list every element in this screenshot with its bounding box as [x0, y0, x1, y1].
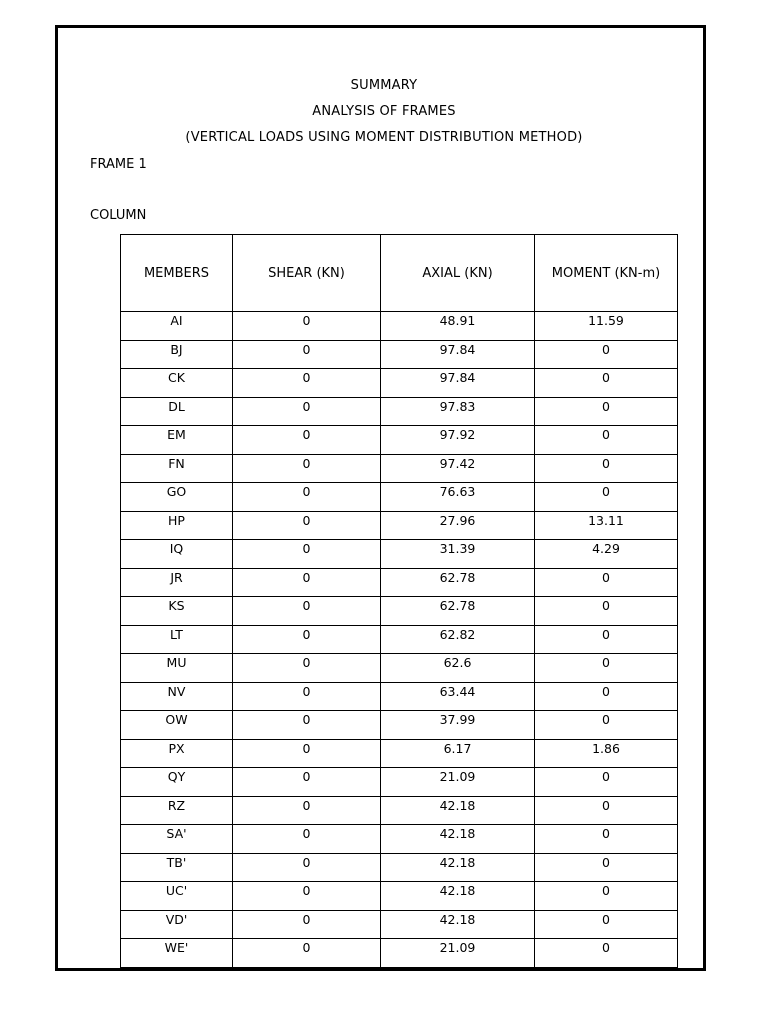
cell-shear: 0 — [233, 825, 381, 854]
cell-axial: 6.17 — [381, 739, 535, 768]
cell-member: UC' — [121, 882, 233, 911]
cell-member: WE' — [121, 939, 233, 968]
cell-axial: 37.99 — [381, 711, 535, 740]
table-row — [121, 312, 678, 341]
cell-moment: 0 — [535, 882, 678, 911]
cell-shear: 0 — [233, 483, 381, 512]
table-row — [121, 369, 678, 398]
cell-moment: 0 — [535, 654, 678, 683]
cell-shear: 0 — [233, 369, 381, 398]
cell-moment: 0 — [535, 796, 678, 825]
cell-shear: 0 — [233, 682, 381, 711]
cell-shear: 0 — [233, 454, 381, 483]
cell-member: EM — [121, 426, 233, 455]
table-row — [121, 853, 678, 882]
cell-shear: 0 — [233, 511, 381, 540]
table-row — [121, 483, 678, 512]
cell-member: HP — [121, 511, 233, 540]
cell-moment: 0 — [535, 625, 678, 654]
table-row — [121, 711, 678, 740]
cell-moment: 0 — [535, 910, 678, 939]
cell-shear: 0 — [233, 796, 381, 825]
cell-shear: 0 — [233, 540, 381, 569]
cell-moment: 0 — [535, 568, 678, 597]
cell-axial: 42.18 — [381, 853, 535, 882]
cell-moment: 0 — [535, 825, 678, 854]
table-row — [121, 796, 678, 825]
table-row — [121, 426, 678, 455]
cell-moment: 1.86 — [535, 739, 678, 768]
cell-axial: 97.84 — [381, 369, 535, 398]
header-axial: AXIAL (KN) — [381, 235, 535, 312]
summary-title: SUMMARY — [350, 78, 418, 93]
cell-member: TB' — [121, 853, 233, 882]
cell-moment: 0 — [535, 768, 678, 797]
header-members: MEMBERS — [121, 235, 233, 312]
table-row — [121, 340, 678, 369]
cell-member: FN — [121, 454, 233, 483]
table-body — [121, 312, 678, 968]
cell-member: SA' — [121, 825, 233, 854]
cell-axial: 62.78 — [381, 597, 535, 626]
cell-member: IQ — [121, 540, 233, 569]
cell-shear: 0 — [233, 597, 381, 626]
table-row — [121, 540, 678, 569]
table-row — [121, 454, 678, 483]
cell-moment: 0 — [535, 397, 678, 426]
cell-axial: 76.63 — [381, 483, 535, 512]
cell-axial: 62.82 — [381, 625, 535, 654]
header-moment: MOMENT (KN-m) — [535, 235, 678, 312]
cell-moment: 0 — [535, 483, 678, 512]
cell-member: RZ — [121, 796, 233, 825]
cell-member: NV — [121, 682, 233, 711]
cell-shear: 0 — [233, 426, 381, 455]
analysis-title: ANALYSIS OF FRAMES — [312, 104, 456, 119]
table-row — [121, 511, 678, 540]
cell-axial: 42.18 — [381, 825, 535, 854]
cell-shear: 0 — [233, 768, 381, 797]
cell-shear: 0 — [233, 910, 381, 939]
cell-axial: 21.09 — [381, 768, 535, 797]
cell-moment: 0 — [535, 597, 678, 626]
table-row — [121, 597, 678, 626]
cell-member: OW — [121, 711, 233, 740]
header-shear: SHEAR (KN) — [233, 235, 381, 312]
table-row — [121, 939, 678, 968]
cell-axial: 97.92 — [381, 426, 535, 455]
cell-member: MU — [121, 654, 233, 683]
cell-member: VD' — [121, 910, 233, 939]
cell-axial: 48.91 — [381, 312, 535, 341]
cell-shear: 0 — [233, 625, 381, 654]
table-row — [121, 882, 678, 911]
cell-shear: 0 — [233, 882, 381, 911]
cell-axial: 21.09 — [381, 939, 535, 968]
cell-moment: 0 — [535, 853, 678, 882]
cell-moment: 0 — [535, 340, 678, 369]
cell-axial: 97.84 — [381, 340, 535, 369]
cell-moment: 0 — [535, 939, 678, 968]
cell-member: DL — [121, 397, 233, 426]
cell-shear: 0 — [233, 739, 381, 768]
cell-member: KS — [121, 597, 233, 626]
cell-axial: 97.83 — [381, 397, 535, 426]
cell-axial: 42.18 — [381, 796, 535, 825]
cell-member: CK — [121, 369, 233, 398]
table-row — [121, 397, 678, 426]
table-row — [121, 654, 678, 683]
cell-shear: 0 — [233, 397, 381, 426]
cell-shear: 0 — [233, 654, 381, 683]
cell-moment: 0 — [535, 682, 678, 711]
table-row — [121, 682, 678, 711]
cell-axial: 62.6 — [381, 654, 535, 683]
table-row — [121, 910, 678, 939]
cell-axial: 97.42 — [381, 454, 535, 483]
cell-moment: 0 — [535, 454, 678, 483]
cell-moment: 11.59 — [535, 312, 678, 341]
cell-axial: 42.18 — [381, 910, 535, 939]
column-summary-table — [120, 234, 678, 968]
cell-member: QY — [121, 768, 233, 797]
cell-shear: 0 — [233, 340, 381, 369]
cell-shear: 0 — [233, 939, 381, 968]
cell-moment: 0 — [535, 426, 678, 455]
method-subtitle: (VERTICAL LOADS USING MOMENT DISTRIBUTION METHOD) — [185, 130, 583, 145]
cell-axial: 62.78 — [381, 568, 535, 597]
cell-member: AI — [121, 312, 233, 341]
cell-member: JR — [121, 568, 233, 597]
cell-member: GO — [121, 483, 233, 512]
cell-moment: 0 — [535, 711, 678, 740]
cell-axial: 42.18 — [381, 882, 535, 911]
cell-member: BJ — [121, 340, 233, 369]
cell-moment: 4.29 — [535, 540, 678, 569]
cell-shear: 0 — [233, 853, 381, 882]
cell-axial: 31.39 — [381, 540, 535, 569]
cell-shear: 0 — [233, 711, 381, 740]
cell-member: LT — [121, 625, 233, 654]
table-header-row — [121, 235, 678, 312]
table-row — [121, 768, 678, 797]
table-row — [121, 825, 678, 854]
frame-label: FRAME 1 — [90, 157, 147, 172]
cell-axial: 63.44 — [381, 682, 535, 711]
table-row — [121, 625, 678, 654]
table-row — [121, 568, 678, 597]
section-label: COLUMN — [90, 208, 147, 223]
cell-shear: 0 — [233, 568, 381, 597]
cell-moment: 0 — [535, 369, 678, 398]
cell-shear: 0 — [233, 312, 381, 341]
table-row — [121, 739, 678, 768]
cell-axial: 27.96 — [381, 511, 535, 540]
cell-member: PX — [121, 739, 233, 768]
cell-moment: 13.11 — [535, 511, 678, 540]
